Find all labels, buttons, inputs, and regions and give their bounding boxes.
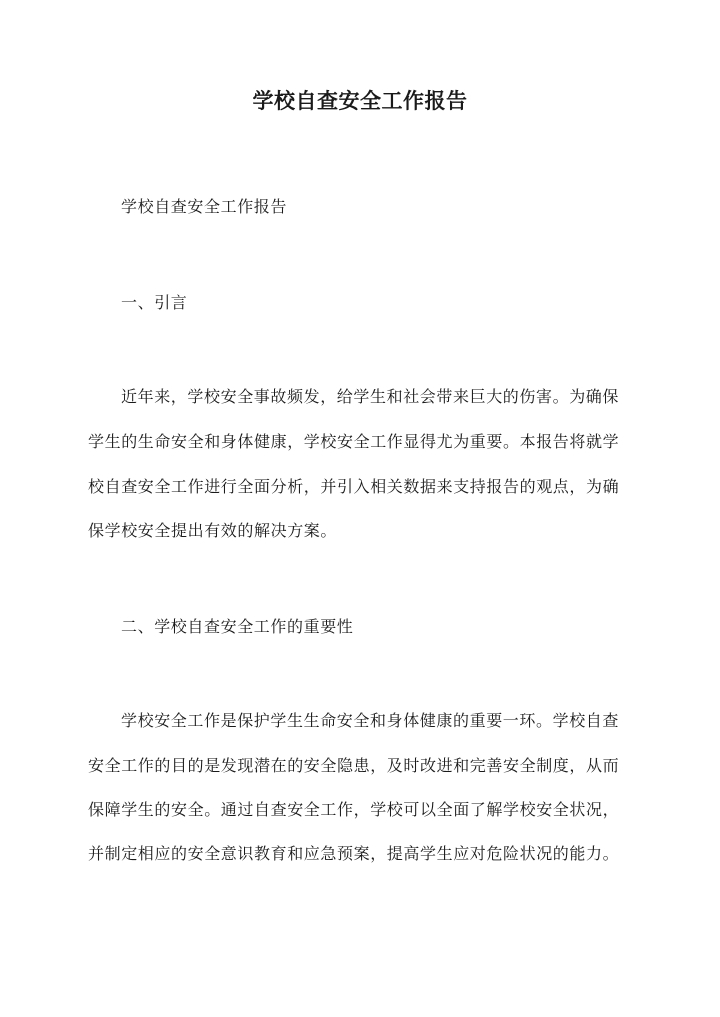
section-heading-importance: 二、学校自查安全工作的重要性: [121, 617, 354, 636]
paragraph-line: 学生的生命安全和身体健康，学校安全工作显得尤为重要。本报告将就学: [88, 432, 620, 451]
paragraph-line: 并制定相应的安全意识教育和应急预案，提高学生应对危险状况的能力。: [88, 844, 620, 863]
paragraph-line: 学校安全工作是保护学生生命安全和身体健康的重要一环。学校自查: [121, 711, 620, 730]
document-title: 学校自查安全工作报告: [252, 88, 468, 113]
section-heading-introduction: 一、引言: [121, 293, 188, 312]
document-subtitle: 学校自查安全工作报告: [121, 197, 288, 216]
paragraph-line: 安全工作的目的是发现潜在的安全隐患，及时改进和完善安全制度，从而: [88, 756, 620, 775]
paragraph-line: 保障学生的安全。通过自查安全工作，学校可以全面了解学校安全状况，: [88, 800, 620, 819]
paragraph-line: 保学校安全提出有效的解决方案。: [88, 521, 338, 540]
paragraph-line: 校自查安全工作进行全面分析，并引入相关数据来支持报告的观点，为确: [88, 477, 620, 496]
paragraph-line: 近年来，学校安全事故频发，给学生和社会带来巨大的伤害。为确保: [121, 387, 620, 406]
